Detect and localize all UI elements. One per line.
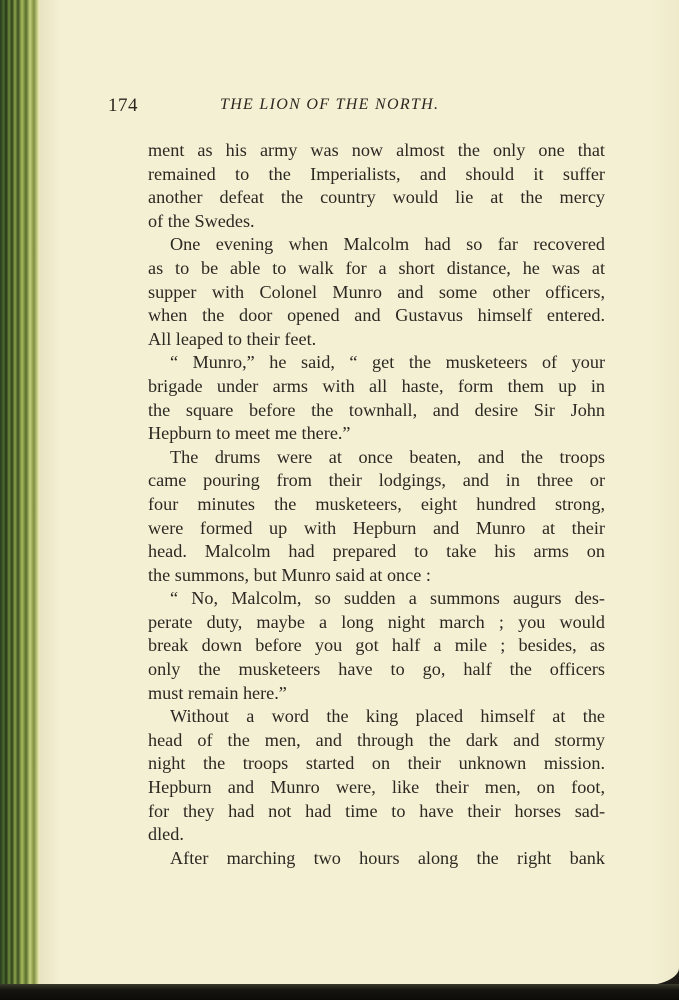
text-line: brigade under arms with all haste, form them up in bbox=[148, 375, 605, 396]
text-line: Hepburn and Munro were, like their men, on foot, bbox=[148, 777, 605, 798]
text-line: only the musketeers have to go, half the officers bbox=[148, 659, 605, 680]
text-line: “ Munro,” he said, “ get the musketeers of your bbox=[170, 352, 605, 373]
text-line: The drums were at once beaten, and the troops bbox=[170, 446, 605, 467]
text-line: as to be able to walk for a short distance, he was at bbox=[148, 257, 605, 278]
book-binding bbox=[0, 0, 40, 1000]
text-line: must remain here.” bbox=[148, 682, 287, 703]
text-line: another defeat the country would lie at the mercy bbox=[148, 187, 605, 208]
text-line: were formed up with Hepburn and Munro at their bbox=[148, 517, 605, 538]
text-line: the square before the townhall, and desire Sir John bbox=[148, 399, 605, 420]
text-line: for they had not had time to have their horses sad- bbox=[148, 800, 605, 821]
running-head: THE LION OF THE NORTH. bbox=[220, 96, 440, 113]
body-text bbox=[148, 139, 605, 870]
text-line: “ No, Malcolm, so sudden a summons augurs des- bbox=[170, 588, 605, 609]
page-bottom-shadow bbox=[0, 984, 679, 1000]
text-line: Without a word the king placed himself at the bbox=[170, 706, 605, 727]
text-line: came pouring from their lodgings, and in three or bbox=[148, 470, 605, 491]
text-line: head of the men, and through the dark and stormy bbox=[148, 729, 605, 750]
text-line: All leaped to their feet. bbox=[148, 328, 317, 349]
text-line: remained to the Imperialists, and should it suffer bbox=[148, 163, 605, 184]
text-line: One evening when Malcolm had so far recovered bbox=[170, 234, 605, 255]
text-line: ment as his army was now almost the only one that bbox=[148, 140, 605, 160]
text-line: head. Malcolm had prepared to take his arms on bbox=[148, 541, 605, 562]
text-line: break down before you got half a mile ; besides, as bbox=[148, 635, 605, 656]
text-line: dled. bbox=[148, 824, 184, 845]
page-header bbox=[108, 95, 568, 123]
text-line: when the door opened and Gustavus himself entered. bbox=[148, 305, 605, 326]
text-line: perate duty, maybe a long night march ; you would bbox=[148, 611, 605, 632]
text-line: night the troops started on their unknown mission. bbox=[148, 753, 605, 774]
text-line: After marching two hours along the right bank bbox=[170, 847, 605, 868]
text-line: Hepburn to meet me there.” bbox=[148, 423, 351, 444]
text-line: of the Swedes. bbox=[148, 210, 255, 231]
text-line: four minutes the musketeers, eight hundred strong, bbox=[148, 493, 605, 514]
text-line: supper with Colonel Munro and some other officers, bbox=[148, 281, 605, 302]
text-line: the summons, but Munro said at once : bbox=[148, 564, 431, 585]
page-number: 174 bbox=[108, 95, 138, 116]
